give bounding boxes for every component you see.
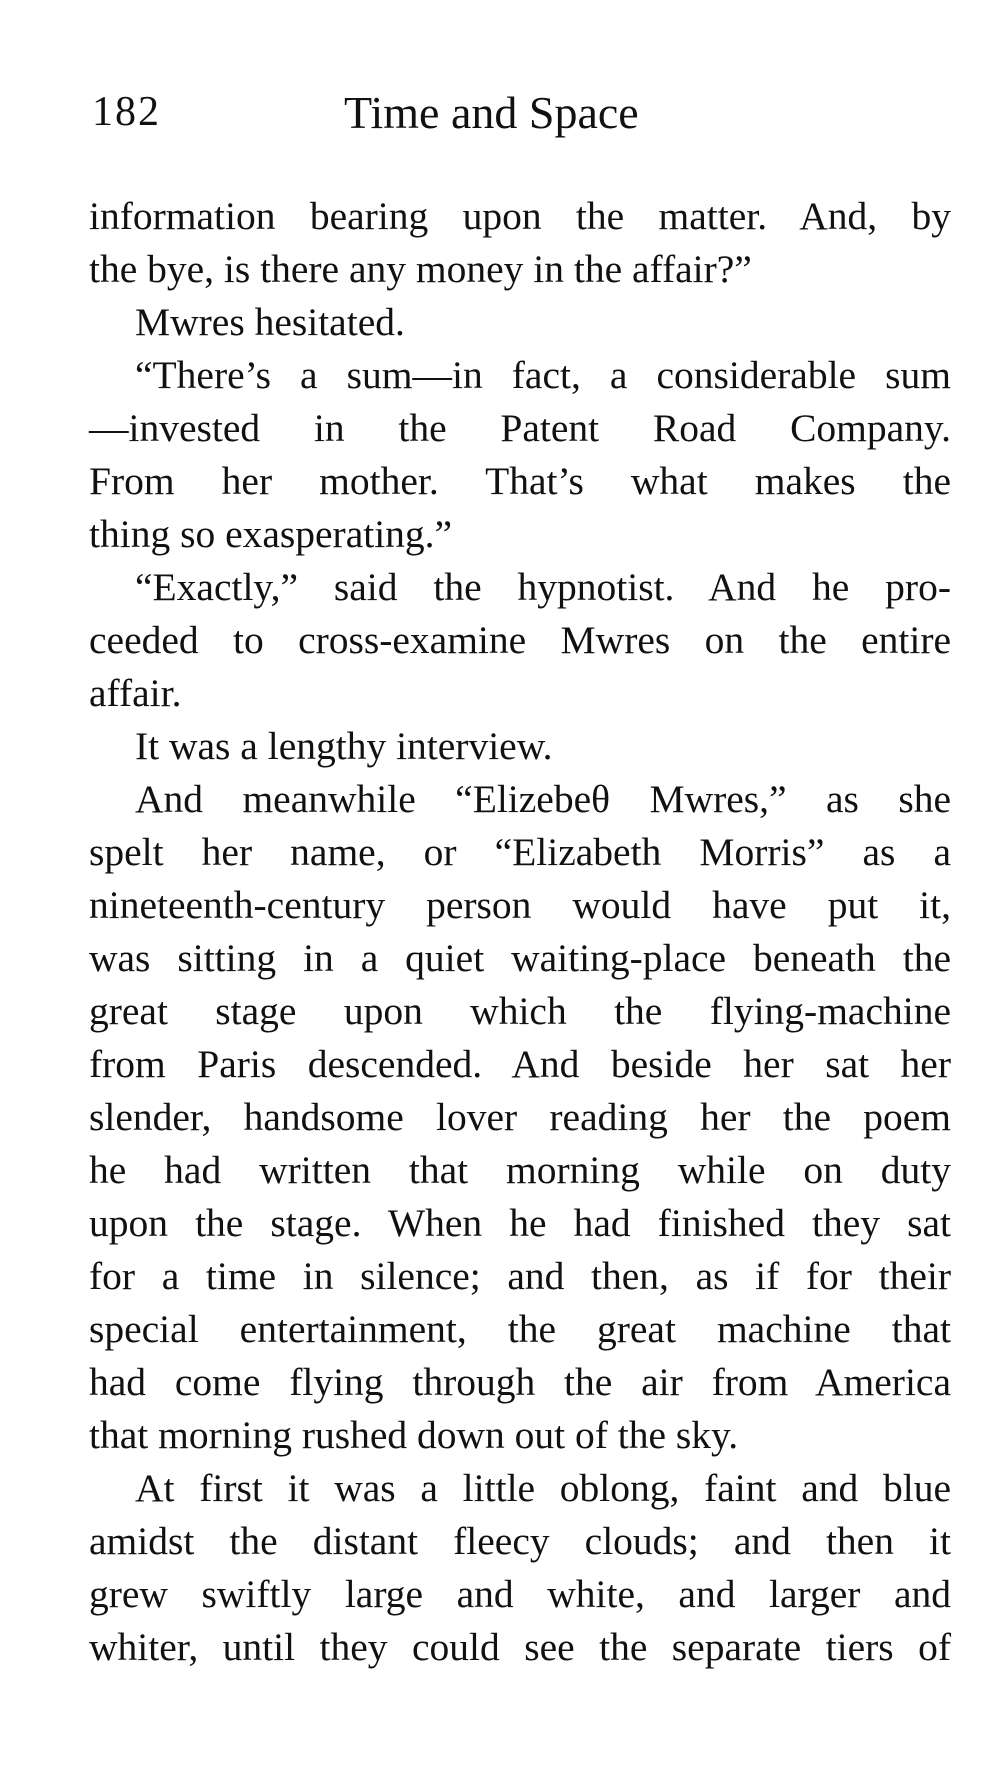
text-line: slender, handsome lover reading her the poem [89, 1095, 951, 1139]
text-line: “Exactly,” said the hypnotist. And he pro- [135, 565, 951, 609]
text-line: he had written that morning while on duty [89, 1148, 951, 1192]
text-line: —invested in the Patent Road Company. [89, 406, 951, 450]
text-line: ceeded to cross-examine Mwres on the entire [89, 618, 951, 662]
text-line: that morning rushed down out of the sky. [89, 1413, 739, 1457]
text-line: information bearing upon the matter. And, by [89, 194, 951, 238]
text-line: whiter, until they could see the separate tiers of [89, 1625, 951, 1669]
text-line: the bye, is there any money in the affair?” [89, 247, 752, 291]
text-line: from Paris descended. And beside her sat her [89, 1042, 951, 1086]
text-line: thing so exasperating.” [89, 512, 453, 556]
body-text [89, 190, 951, 1674]
text-line: great stage upon which the flying-machine [89, 989, 951, 1033]
text-line: “There’s a sum—in fact, a considerable sum [135, 353, 951, 397]
running-title: Time and Space [344, 87, 639, 138]
text-line: special entertainment, the great machine that [89, 1307, 951, 1351]
text-line: was sitting in a quiet waiting-place beneath the [89, 936, 951, 980]
text-line: At first it was a little oblong, faint and blue [135, 1466, 951, 1510]
text-line: Mwres hesitated. [135, 300, 405, 344]
text-line: had come flying through the air from America [89, 1360, 951, 1404]
text-line: for a time in silence; and then, as if for their [89, 1254, 951, 1298]
text-line: spelt her name, or “Elizabeth Morris” as a [89, 830, 951, 874]
text-line: It was a lengthy interview. [135, 724, 553, 768]
page-number: 182 [92, 89, 161, 135]
text-line: nineteenth-century person would have put it, [89, 883, 951, 927]
text-line: From her mother. That’s what makes the [89, 459, 951, 503]
text-line: amidst the distant fleecy clouds; and then it [89, 1519, 951, 1563]
page-header [92, 88, 952, 148]
text-line: And meanwhile “Elizebeθ Mwres,” as she [135, 777, 951, 821]
text-line: grew swiftly large and white, and larger and [89, 1572, 951, 1616]
text-line: upon the stage. When he had finished they sat [89, 1201, 951, 1245]
text-line: affair. [89, 671, 182, 715]
